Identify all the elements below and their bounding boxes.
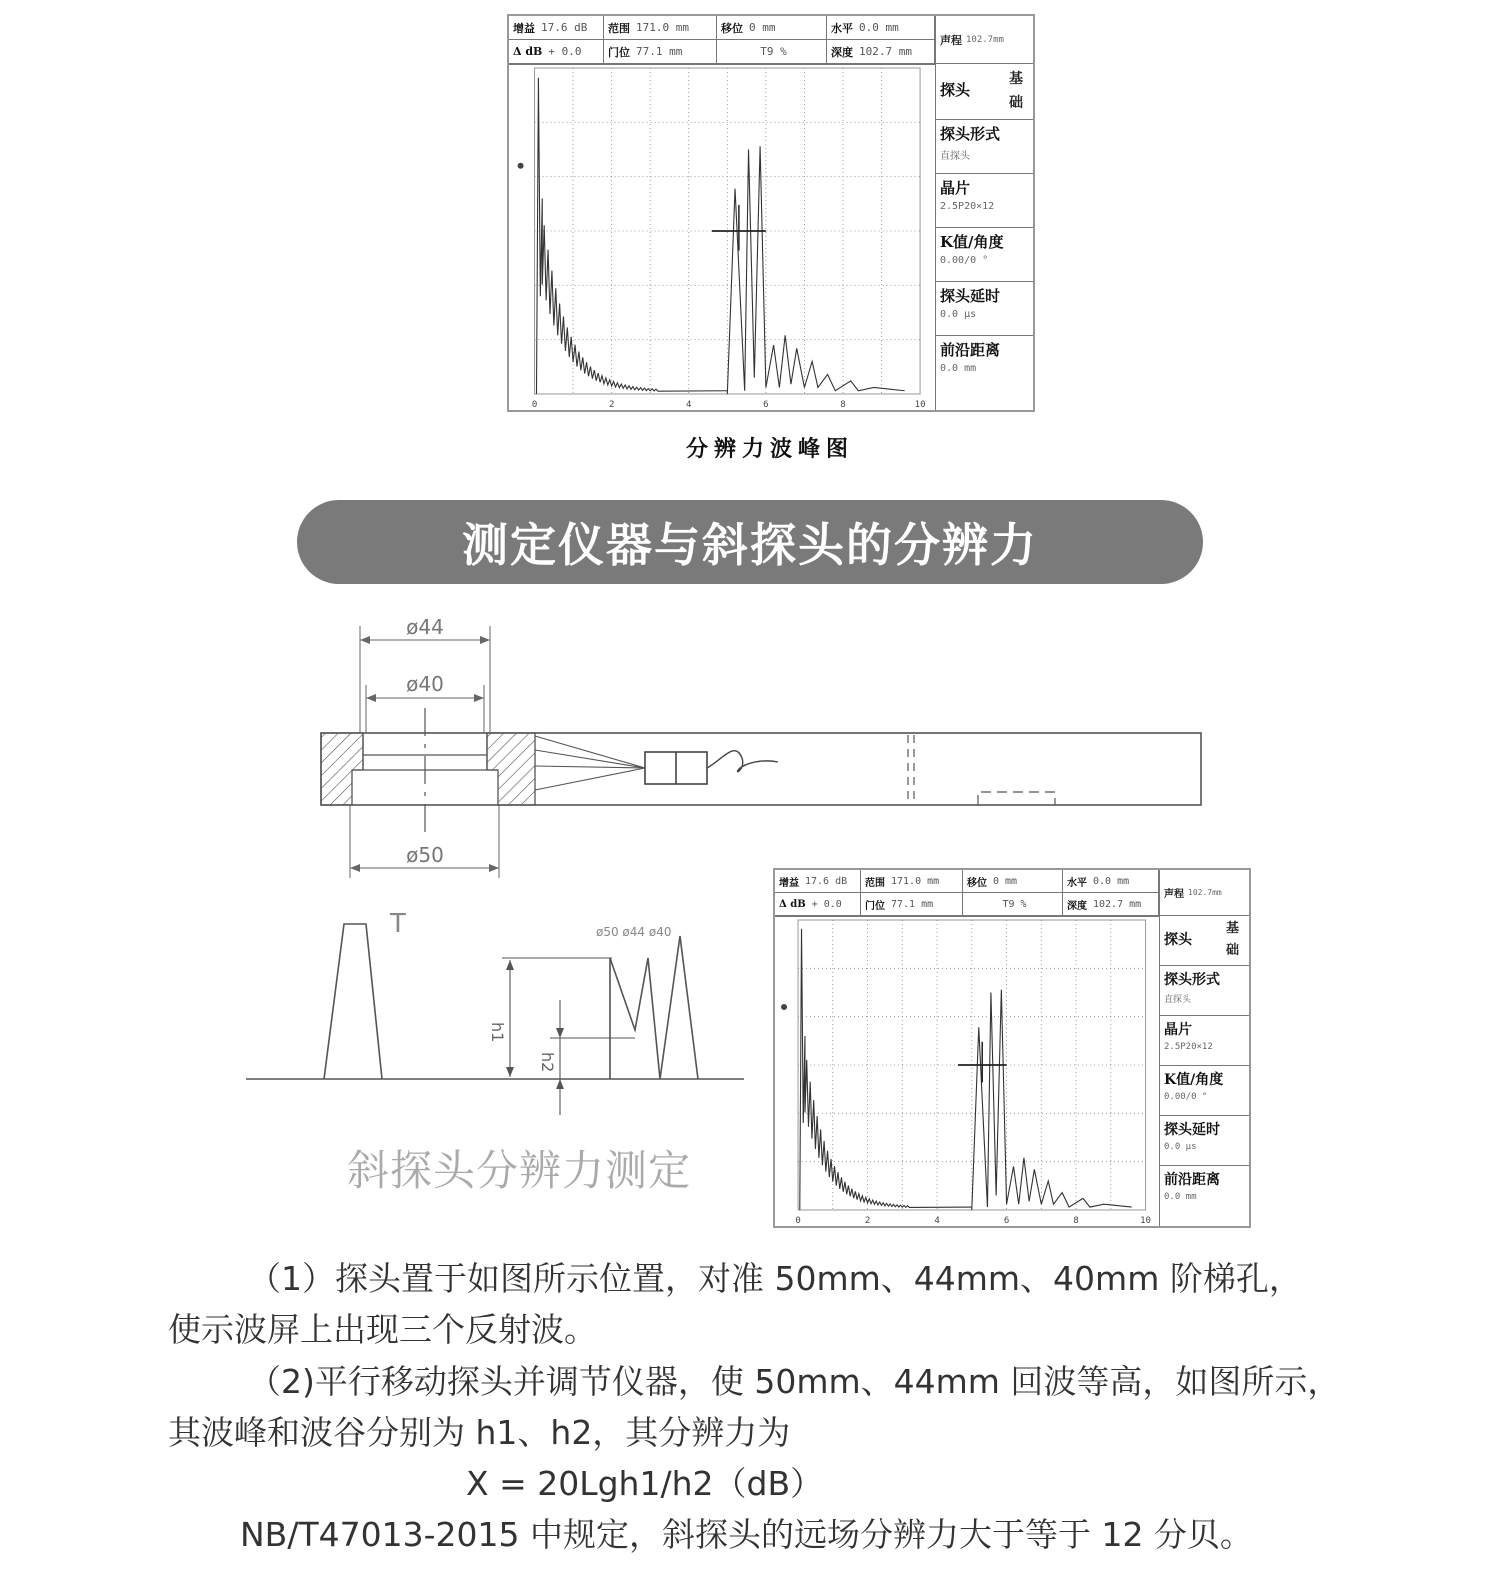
ultrasonic-screen-top <box>507 14 1035 412</box>
section-banner <box>297 500 1203 584</box>
x-tick-label: 8 <box>840 400 846 410</box>
probe-box: 探头 基础 <box>936 64 1033 120</box>
x-tick-label: 6 <box>1003 1216 1010 1226</box>
echo-peaks-trace <box>727 146 904 394</box>
sketch-caption: 斜探头分辨力测定 <box>347 1146 692 1195</box>
x-tick-label: 6 <box>763 400 769 410</box>
probe-delay-box-2: 探头延时 0.0 μs <box>1160 1116 1249 1166</box>
x-tick-label: 4 <box>934 1216 940 1226</box>
gain-cell-2: 增益 17.6 dB <box>775 870 861 893</box>
x-tick-label: 0 <box>531 400 538 410</box>
wave-sketch <box>240 900 750 1120</box>
paragraph-2-line-2: 其波峰和波谷分别为 h1、h2，其分辨力为 <box>168 1413 791 1452</box>
percent-cell: T9 % <box>717 40 827 64</box>
k-value-box: K值/角度 0.00/0 ° <box>936 228 1033 282</box>
gate-cell: 门位 77.1 mm <box>604 40 717 64</box>
label-40: ø40 <box>406 672 444 696</box>
h1-dimension <box>506 960 514 1077</box>
hatched-section-right <box>487 733 535 805</box>
formula: X = 20Lgh1/h2（dB） <box>466 1464 824 1503</box>
waveform-svg <box>509 64 935 410</box>
label-50: ø50 <box>406 843 444 867</box>
waveform-caption: 分辨力波峰图 <box>686 436 855 462</box>
x-tick-label: 8 <box>1073 1216 1079 1226</box>
slot <box>978 792 1055 805</box>
percent-cell-2: T9 % <box>963 893 1063 916</box>
initial-pulse-trace <box>536 78 727 394</box>
crystal-box-2: 晶片 2.5P20×12 <box>1160 1016 1249 1066</box>
screen-side-panel <box>935 16 1033 410</box>
hatched-section-left <box>321 733 363 805</box>
ultrasonic-screen-bottom <box>773 868 1251 1228</box>
screen-side-panel-2 <box>1159 870 1249 1226</box>
waveform-svg-2 <box>775 916 1159 1226</box>
crystal-box: 晶片 2.5P20×12 <box>936 174 1033 228</box>
depth-cell: 深度 102.7 mm <box>827 40 935 64</box>
h1-label: h1 <box>488 1022 507 1043</box>
x-tick-label: 2 <box>864 1216 871 1226</box>
waveform-plot <box>509 64 935 410</box>
x-tick-label: 10 <box>914 400 926 410</box>
banner-title: 测定仪器与斜探头的分辨力 <box>462 518 1038 572</box>
waveform-plot-2 <box>775 916 1159 1226</box>
paragraph-1-line-2: 使示波屏上出现三个反射波。 <box>168 1310 597 1349</box>
x-tick-label: 0 <box>795 1216 801 1226</box>
x-tick-label: 10 <box>1140 1216 1151 1226</box>
sound-path-box: 声程 102.7mm <box>936 16 1033 64</box>
range-cell-2: 范围 171.0 mm <box>861 870 963 893</box>
gate-marker-dot <box>781 1004 787 1010</box>
screen-header-2 <box>775 870 1160 917</box>
shift-cell: 移位 0 mm <box>717 16 827 40</box>
angle-probe <box>645 751 778 784</box>
paragraph-1-line-1: （1）探头置于如图所示位置，对准 50mm、44mm、40mm 阶梯孔， <box>248 1259 1302 1298</box>
sound-beam <box>535 736 645 790</box>
test-block-drawing <box>0 600 1500 900</box>
sound-path-box-2: 声程 102.7mm <box>1160 870 1249 916</box>
x-tick-label: 2 <box>608 400 615 410</box>
label-44: ø44 <box>406 615 444 639</box>
k-value-box-2: K值/角度 0.00/0 ° <box>1160 1066 1249 1116</box>
gate-cell-2: 门位 77.1 mm <box>861 893 963 916</box>
standard-note: NB/T47013-2015 中规定，斜探头的远场分辨力大于等于 12 分贝。 <box>240 1515 1253 1554</box>
paragraph-2-line-1: （2)平行移动探头并调节仪器，使 50mm、44mm 回波等高，如图所示， <box>248 1362 1341 1401</box>
probe-box-2: 探头 基础 <box>1160 916 1249 966</box>
gate-marker-dot <box>518 163 524 169</box>
shift-cell-2: 移位 0 mm <box>963 870 1063 893</box>
delta-db-cell: Δ dB + 0.0 <box>509 40 604 64</box>
block-outline <box>321 733 1201 805</box>
depth-cell-2: 深度 102.7 mm <box>1063 893 1159 916</box>
x-tick-label: 4 <box>686 400 692 410</box>
probe-type-box: 探头形式 直探头 <box>936 120 1033 174</box>
horizontal-cell-2: 水平 0.0 mm <box>1063 870 1159 893</box>
pulse-t-label: T <box>390 909 406 939</box>
gain-cell: 增益 17.6 dB <box>509 16 604 40</box>
echo-labels: ø50 ø44 ø40 <box>596 925 672 939</box>
front-distance-box-2: 前沿距离 0.0 mm <box>1164 1172 1220 1202</box>
initial-pulse-trace <box>800 929 972 1210</box>
screen-header <box>509 16 936 65</box>
front-distance-box: 前沿距离 0.0 mm <box>940 341 1001 374</box>
echo-peaks-trace <box>972 990 1132 1210</box>
probe-delay-box: 探头延时 0.0 μs <box>936 282 1033 336</box>
h2-label: h2 <box>538 1052 557 1073</box>
range-cell: 范围 171.0 mm <box>604 16 717 40</box>
horizontal-cell: 水平 0.0 mm <box>827 16 935 40</box>
probe-type-box-2: 探头形式 直探头 <box>1160 966 1249 1016</box>
delta-db-cell-2: Δ dB + 0.0 <box>775 893 861 916</box>
echo-waveform <box>610 936 698 1079</box>
